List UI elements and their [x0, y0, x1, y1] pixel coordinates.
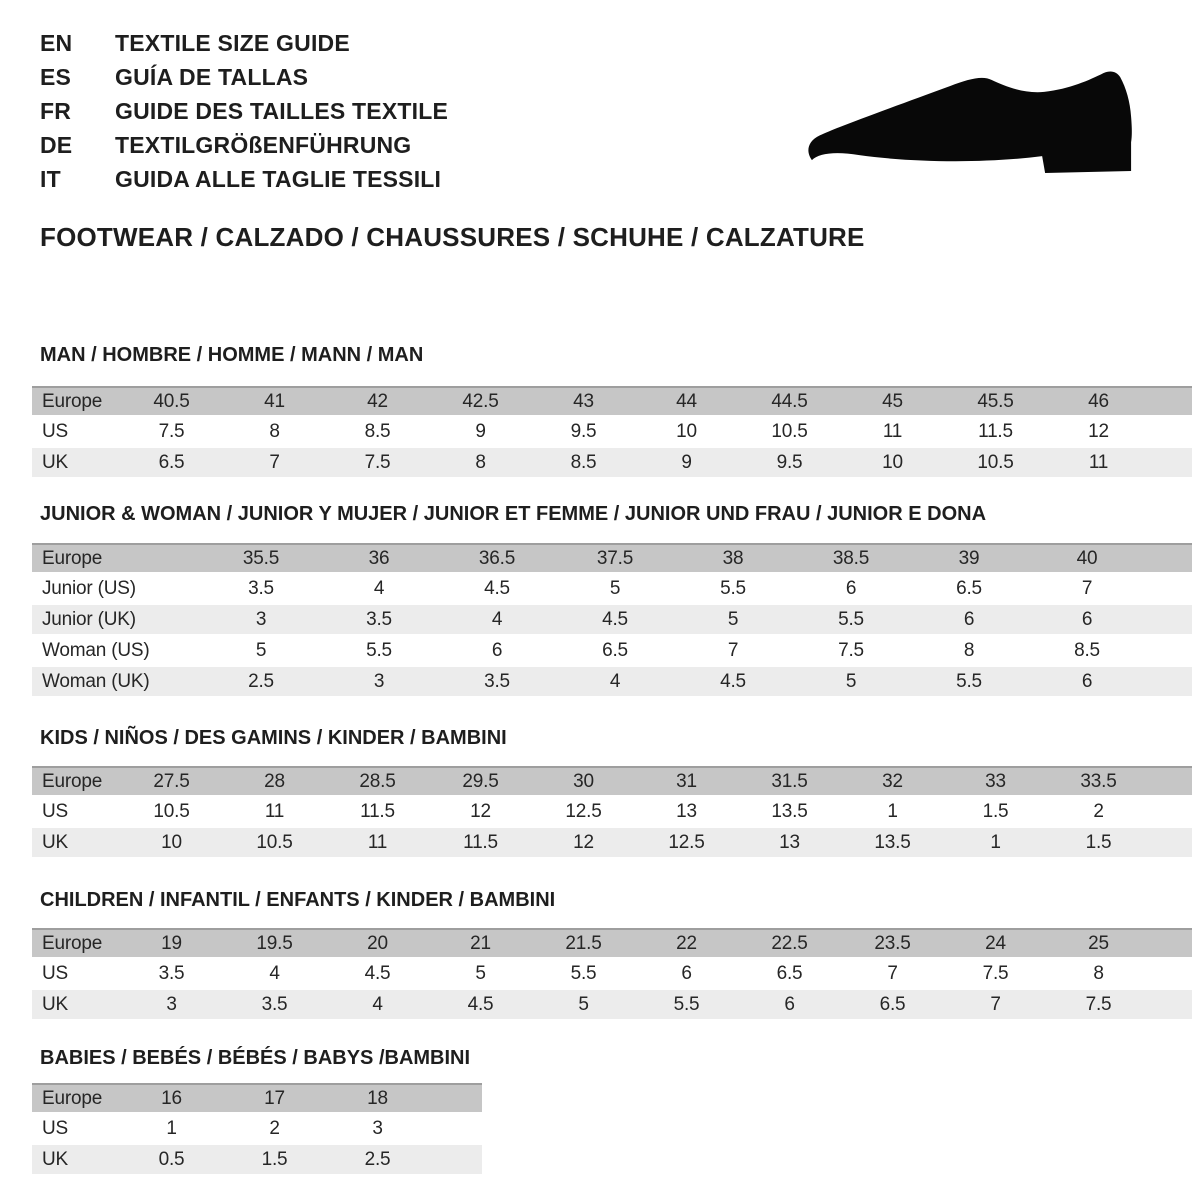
size-header-cell: 43	[532, 386, 635, 415]
system-label: US	[32, 959, 120, 988]
table-row	[32, 667, 1192, 696]
size-value-cell: 4	[556, 667, 674, 696]
language-row-de	[40, 128, 448, 162]
size-value-cell: 4.5	[674, 667, 792, 696]
size-table	[32, 384, 1192, 479]
size-value-cell: 5.5	[320, 636, 438, 665]
size-header-cell: 38	[674, 543, 792, 572]
size-section	[32, 344, 1192, 479]
size-value-cell: 10.5	[944, 448, 1047, 477]
size-header-cell: 31	[635, 766, 738, 795]
size-value-cell: 5.5	[532, 959, 635, 988]
table-row	[32, 574, 1192, 603]
filler-cell	[1146, 543, 1192, 572]
size-value-cell: 11.5	[326, 797, 429, 826]
size-value-cell: 7.5	[1047, 990, 1150, 1019]
language-title: GUIDA ALLE TAGLIE TESSILI	[115, 165, 442, 192]
table-row	[32, 1083, 482, 1112]
size-value-cell: 1.5	[223, 1145, 326, 1174]
size-value-cell: 4	[223, 959, 326, 988]
table-row	[32, 543, 1192, 572]
size-value-cell: 10	[120, 828, 223, 857]
size-value-cell: 10	[635, 417, 738, 446]
size-value-cell: 4	[320, 574, 438, 603]
size-value-cell: 5.5	[635, 990, 738, 1019]
size-value-cell: 8	[429, 448, 532, 477]
table-row	[32, 417, 1192, 446]
size-value-cell: 3.5	[120, 959, 223, 988]
size-header-cell: 22	[635, 928, 738, 957]
size-value-cell: 2.5	[202, 667, 320, 696]
system-label: UK	[32, 990, 120, 1019]
size-value-cell: 3.5	[438, 667, 556, 696]
size-value-cell: 4	[326, 990, 429, 1019]
size-header-cell: 46	[1047, 386, 1150, 415]
size-header-cell: 28	[223, 766, 326, 795]
size-header-cell: 28.5	[326, 766, 429, 795]
filler-cell	[1150, 386, 1192, 415]
language-title: GUÍA DE TALLAS	[115, 63, 309, 90]
size-header-cell: 42.5	[429, 386, 532, 415]
size-header-cell: 19	[120, 928, 223, 957]
size-header-cell: 33	[944, 766, 1047, 795]
system-label: US	[32, 1114, 120, 1143]
size-header-cell: 35.5	[202, 543, 320, 572]
table-row	[32, 766, 1192, 795]
system-label: UK	[32, 1145, 120, 1174]
size-header-cell: 40	[1028, 543, 1146, 572]
size-header-cell: 29.5	[429, 766, 532, 795]
size-value-cell: 9	[635, 448, 738, 477]
size-header-cell: 31.5	[738, 766, 841, 795]
section-title: CHILDREN / INFANTIL / ENFANTS / KINDER / BAMBINI	[40, 889, 556, 911]
size-value-cell: 1	[120, 1114, 223, 1143]
size-value-cell: 6	[438, 636, 556, 665]
region-label: Europe	[32, 543, 202, 572]
size-value-cell: 5.5	[910, 667, 1028, 696]
section-title: MAN / HOMBRE / HOMME / MANN / MAN	[40, 344, 424, 366]
size-value-cell: 1.5	[1047, 828, 1150, 857]
size-table	[32, 926, 1192, 1021]
size-value-cell: 7.5	[944, 959, 1047, 988]
size-value-cell: 5	[532, 990, 635, 1019]
language-row-it	[40, 162, 448, 196]
size-value-cell: 8	[1047, 959, 1150, 988]
language-title: GUIDE DES TAILLES TEXTILE	[115, 97, 448, 124]
language-row-fr	[40, 94, 448, 128]
size-header-cell: 16	[120, 1083, 223, 1112]
size-value-cell: 3.5	[202, 574, 320, 603]
size-value-cell: 3.5	[320, 605, 438, 634]
section-title: KIDS / NIÑOS / DES GAMINS / KINDER / BAMBINI	[40, 727, 507, 749]
filler-cell	[1146, 574, 1192, 603]
size-value-cell: 12.5	[635, 828, 738, 857]
size-value-cell: 12	[532, 828, 635, 857]
language-row-en	[40, 26, 448, 60]
language-code: DE	[40, 131, 73, 158]
size-value-cell: 13	[635, 797, 738, 826]
size-value-cell: 11	[1047, 448, 1150, 477]
size-header-cell: 32	[841, 766, 944, 795]
size-value-cell: 4	[438, 605, 556, 634]
size-value-cell: 6	[635, 959, 738, 988]
language-title: TEXTILE SIZE GUIDE	[115, 29, 350, 56]
size-value-cell: 6.5	[841, 990, 944, 1019]
size-value-cell: 7.5	[792, 636, 910, 665]
size-table	[32, 764, 1192, 859]
size-value-cell: 6	[910, 605, 1028, 634]
size-header-cell: 36.5	[438, 543, 556, 572]
size-value-cell: 10.5	[120, 797, 223, 826]
system-label: UK	[32, 448, 120, 477]
size-value-cell: 9.5	[738, 448, 841, 477]
size-value-cell: 7	[944, 990, 1047, 1019]
table-row	[32, 1114, 482, 1143]
table-row	[32, 605, 1192, 634]
size-value-cell: 7	[1028, 574, 1146, 603]
size-value-cell: 3.5	[223, 990, 326, 1019]
size-value-cell: 6.5	[910, 574, 1028, 603]
region-label: Europe	[32, 1083, 120, 1112]
size-value-cell: 11	[326, 828, 429, 857]
size-value-cell: 8.5	[326, 417, 429, 446]
size-value-cell: 8.5	[1028, 636, 1146, 665]
size-header-cell: 38.5	[792, 543, 910, 572]
size-value-cell: 1	[944, 828, 1047, 857]
size-value-cell: 10	[841, 448, 944, 477]
size-value-cell: 4.5	[556, 605, 674, 634]
filler-cell	[429, 1114, 482, 1143]
size-section	[32, 889, 1192, 1021]
size-value-cell: 13.5	[738, 797, 841, 826]
size-value-cell: 2	[223, 1114, 326, 1143]
system-label: UK	[32, 828, 120, 857]
size-header-cell: 45.5	[944, 386, 1047, 415]
size-value-cell: 7	[674, 636, 792, 665]
size-header-cell: 25	[1047, 928, 1150, 957]
size-value-cell: 3	[320, 667, 438, 696]
size-value-cell: 9.5	[532, 417, 635, 446]
size-value-cell: 5.5	[792, 605, 910, 634]
language-title: TEXTILGRÖßENFÜHRUNG	[115, 131, 412, 158]
size-header-cell: 45	[841, 386, 944, 415]
table-row	[32, 797, 1192, 826]
size-header-cell: 24	[944, 928, 1047, 957]
table-row	[32, 928, 1192, 957]
size-value-cell: 5	[792, 667, 910, 696]
size-value-cell: 6.5	[556, 636, 674, 665]
size-value-cell: 10.5	[738, 417, 841, 446]
system-label: Woman (UK)	[32, 667, 202, 696]
filler-cell	[1150, 828, 1192, 857]
size-value-cell: 0.5	[120, 1145, 223, 1174]
size-header-cell: 36	[320, 543, 438, 572]
filler-cell	[1146, 667, 1192, 696]
table-row	[32, 959, 1192, 988]
category-heading: FOOTWEAR / CALZADO / CHAUSSURES / SCHUHE / CALZATURE	[40, 222, 865, 252]
language-code: IT	[40, 165, 61, 192]
system-label: US	[32, 797, 120, 826]
size-header-cell: 19.5	[223, 928, 326, 957]
size-section	[32, 1047, 482, 1176]
size-value-cell: 12	[429, 797, 532, 826]
language-title-list	[40, 26, 448, 196]
size-value-cell: 1.5	[944, 797, 1047, 826]
size-header-cell: 17	[223, 1083, 326, 1112]
size-header-cell: 21.5	[532, 928, 635, 957]
language-row-es	[40, 60, 448, 94]
size-header-cell: 33.5	[1047, 766, 1150, 795]
table-row	[32, 636, 1192, 665]
filler-cell	[1150, 990, 1192, 1019]
size-header-cell: 39	[910, 543, 1028, 572]
region-label: Europe	[32, 766, 120, 795]
filler-cell	[1150, 448, 1192, 477]
size-value-cell: 8	[223, 417, 326, 446]
size-value-cell: 6	[792, 574, 910, 603]
size-value-cell: 3	[120, 990, 223, 1019]
size-value-cell: 1	[841, 797, 944, 826]
size-value-cell: 2	[1047, 797, 1150, 826]
table-row	[32, 386, 1192, 415]
system-label: US	[32, 417, 120, 446]
size-table	[32, 1081, 482, 1176]
size-header-cell: 41	[223, 386, 326, 415]
size-header-cell: 40.5	[120, 386, 223, 415]
size-header-cell: 37.5	[556, 543, 674, 572]
size-value-cell: 6	[1028, 667, 1146, 696]
section-title: JUNIOR & WOMAN / JUNIOR Y MUJER / JUNIOR ET FEMME / JUNIOR UND FRAU / JUNIOR E DONA	[40, 503, 987, 525]
size-value-cell: 12.5	[532, 797, 635, 826]
filler-cell	[429, 1145, 482, 1174]
size-value-cell: 9	[429, 417, 532, 446]
dress-shoe-icon	[802, 68, 1138, 184]
size-value-cell: 10.5	[223, 828, 326, 857]
filler-cell	[1146, 636, 1192, 665]
filler-cell	[1146, 605, 1192, 634]
size-value-cell: 6	[738, 990, 841, 1019]
size-value-cell: 12	[1047, 417, 1150, 446]
size-value-cell: 11.5	[429, 828, 532, 857]
filler-cell	[1150, 797, 1192, 826]
size-value-cell: 5	[674, 605, 792, 634]
size-header-cell: 27.5	[120, 766, 223, 795]
size-value-cell: 6.5	[738, 959, 841, 988]
size-value-cell: 8	[910, 636, 1028, 665]
region-label: Europe	[32, 928, 120, 957]
size-header-cell: 30	[532, 766, 635, 795]
system-label: Woman (US)	[32, 636, 202, 665]
language-code: FR	[40, 97, 72, 124]
table-row	[32, 990, 1192, 1019]
size-value-cell: 7	[841, 959, 944, 988]
table-row	[32, 828, 1192, 857]
size-header-cell: 42	[326, 386, 429, 415]
language-code: ES	[40, 63, 72, 90]
size-value-cell: 7	[223, 448, 326, 477]
filler-cell	[1150, 928, 1192, 957]
filler-cell	[429, 1083, 482, 1112]
size-value-cell: 4.5	[326, 959, 429, 988]
filler-cell	[1150, 766, 1192, 795]
size-value-cell: 13.5	[841, 828, 944, 857]
filler-cell	[1150, 417, 1192, 446]
filler-cell	[1150, 959, 1192, 988]
section-title: BABIES / BEBÉS / BÉBÉS / BABYS /BAMBINI	[40, 1047, 471, 1069]
size-value-cell: 2.5	[326, 1145, 429, 1174]
table-row	[32, 448, 1192, 477]
size-value-cell: 3	[326, 1114, 429, 1143]
size-table	[32, 541, 1192, 698]
size-value-cell: 4.5	[429, 990, 532, 1019]
size-header-cell: 44	[635, 386, 738, 415]
size-value-cell: 7.5	[120, 417, 223, 446]
size-header-cell: 21	[429, 928, 532, 957]
size-value-cell: 6	[1028, 605, 1146, 634]
size-value-cell: 11	[841, 417, 944, 446]
size-value-cell: 5.5	[674, 574, 792, 603]
size-value-cell: 5	[556, 574, 674, 603]
size-header-cell: 20	[326, 928, 429, 957]
table-row	[32, 1145, 482, 1174]
size-header-cell: 23.5	[841, 928, 944, 957]
size-header-cell: 44.5	[738, 386, 841, 415]
size-header-cell: 22.5	[738, 928, 841, 957]
size-value-cell: 6.5	[120, 448, 223, 477]
size-value-cell: 7.5	[326, 448, 429, 477]
language-code: EN	[40, 29, 73, 56]
size-value-cell: 3	[202, 605, 320, 634]
size-value-cell: 11.5	[944, 417, 1047, 446]
size-value-cell: 5	[202, 636, 320, 665]
region-label: Europe	[32, 386, 120, 415]
size-section	[32, 503, 1192, 698]
size-header-cell: 18	[326, 1083, 429, 1112]
size-value-cell: 8.5	[532, 448, 635, 477]
system-label: Junior (US)	[32, 574, 202, 603]
size-value-cell: 11	[223, 797, 326, 826]
size-value-cell: 5	[429, 959, 532, 988]
size-section	[32, 727, 1192, 859]
size-value-cell: 4.5	[438, 574, 556, 603]
system-label: Junior (UK)	[32, 605, 202, 634]
size-value-cell: 13	[738, 828, 841, 857]
